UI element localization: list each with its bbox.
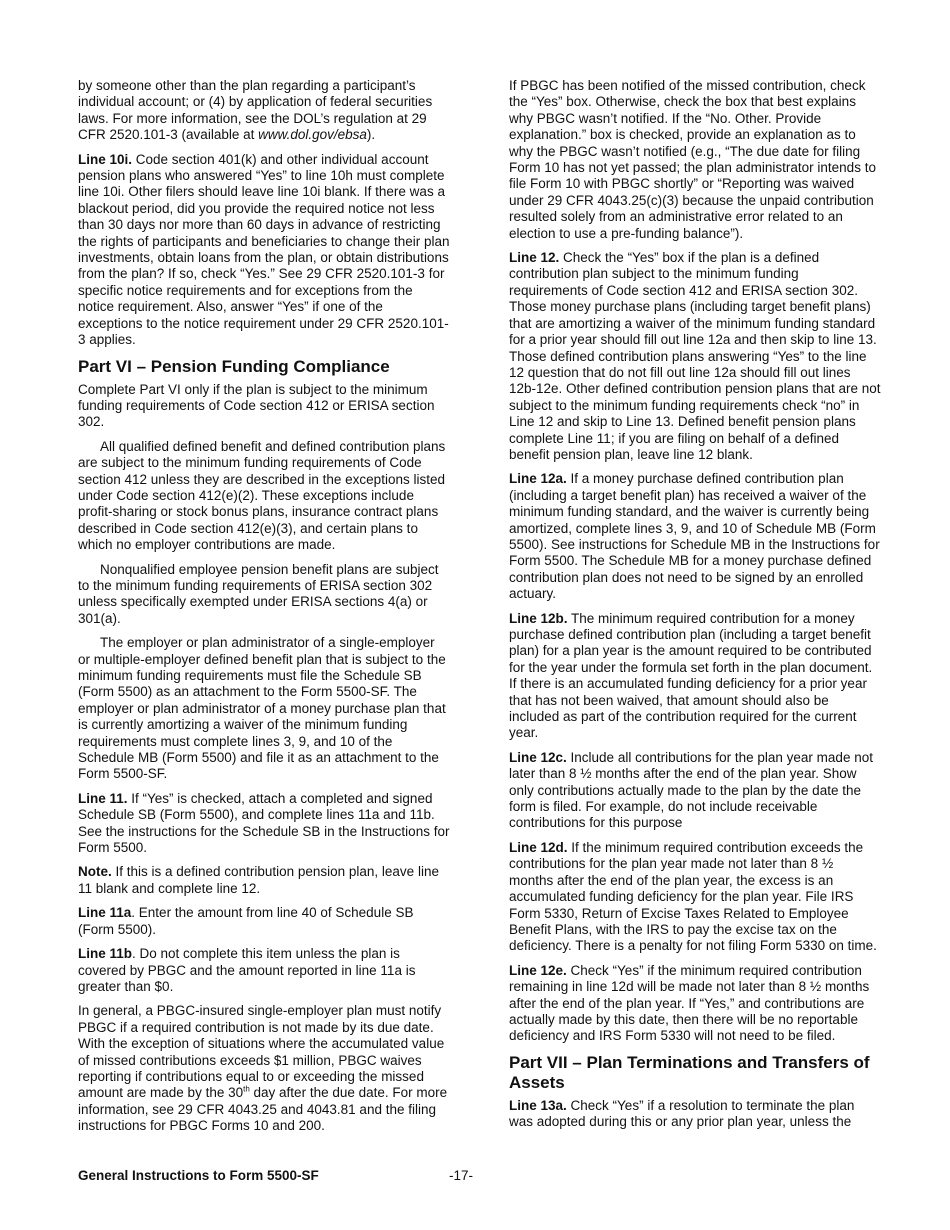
line-12e-label: Line 12e.	[509, 962, 567, 978]
line-11b-label: Line 11b	[78, 946, 133, 962]
part-vi-paragraph-2: All qualified defined benefit and defined contribution plans are subject to the minimum funding requirements of Code section 412 unless they are described in the exceptions listed under Code section 412(e)(2). These exceptions include profit-sharing or stock bonus plans, insurance contract plans described in Code section 412(e)(3), and certain plans to which no employer contributions are made.	[78, 438, 446, 553]
line-12e-paragraph: Line 12e. Check “Yes” if the minimum required contribution remaining in line 12d will be made not later than 8 ½ months after the end of the plan year. If “Yes,” and contributions are actually made by this date, then there will be no reportable deficiency and IRS Form 5330 will not need to be filed.	[509, 962, 870, 1044]
line-10i-label: Line 10i.	[78, 151, 133, 167]
line-12a-paragraph: Line 12a. If a money purchase defined contribution plan (including a target benefit plan) has received a waiver of the minimum funding standard, and the waiver is currently being amortized, complete lines 3, 9, and 10 of Schedule MB (Form 5500). See instructions for Schedule MB in the Instructions for Form 5500. The Schedule MB for a money purchase defined contribution plan does not need to be signed by an enrolled actuary.	[509, 471, 880, 602]
part-vi-heading: Part VI – Pension Funding Compliance	[78, 356, 390, 376]
footer-title: General Instructions to Form 5500-SF	[78, 1168, 319, 1183]
pbgc-notification-paragraph: If PBGC has been notified of the missed contribution, check the “Yes” box. Otherwise, check the box that best explains why PBGC wasn’t notified. If the “No. Other. Provide explanation.” box is checked, provide an explanation as to why the PBGC wasn’t notified (e.g., “The due date for filing Form 10 has not yet passed; the plan administrator intends to file Form 10 with PBGC shortly” or “Reporting was waived under 29 CFR 4043.25(c)(3) because the unpaid contribution resulted solely from an administrative error related to an election to use a pre-funding balance”).	[509, 78, 876, 241]
note-label: Note.	[78, 864, 112, 880]
dol-url: www.dol.gov/ebsa	[258, 127, 367, 143]
line-12b-label: Line 12b.	[509, 610, 568, 626]
right-column	[509, 78, 881, 1139]
line-12c-label: Line 12c.	[509, 749, 567, 765]
line-11a-label: Line 11a	[78, 905, 132, 921]
line-12c-paragraph: Line 12c. Include all contributions for the plan year made not later than 8 ½ months after the end of the plan year. Show only contributions actually made to the plan by the date the form is filed. For example, do not include receivable contributions for this purpose	[509, 749, 873, 831]
line-10i-paragraph: Line 10i. Code section 401(k) and other individual account pension plans who answered “Yes” to line 10h must complete line 10i. Other filers should leave line 10i blank. If there was a blackout period, did you provide the required notice not less than 30 days nor more than 60 days in advance of restricting the rights of participants and beneficiaries to change their plan investments, obtain loans from the plan, or obtain distributions from the plan? If so, check “Yes.” See 29 CFR 2520.101-3 for specific notice requirements and for exceptions from the notice requirement. Also, answer “Yes” if one of the exceptions to the notice requirement under 29 CFR 2520.101-3 applies.	[78, 151, 450, 348]
line-13a-label: Line 13a.	[509, 1097, 567, 1113]
line-11a-paragraph: Line 11a. Enter the amount from line 40 of Schedule SB (Form 5500).	[78, 905, 414, 937]
line-12d-paragraph: Line 12d. If the minimum required contribution exceeds the contributions for the plan year made not later than 8 ½ months after the end of the plan year, the excess is an accumulated funding deficiency for the plan year. File IRS Form 5330, Return of Excise Taxes Related to Employee Benefit Plans, with the IRS to pay the excise tax on the deficiency. There is a penalty for not filing Form 5330 on time.	[509, 839, 877, 954]
left-column	[78, 78, 450, 1143]
line-13a-paragraph: Line 13a. Check “Yes” if a resolution to terminate the plan was adopted during this or any prior plan year, unless the	[509, 1097, 855, 1130]
line-12-label: Line 12.	[509, 250, 560, 266]
part-vii-heading: Part VII – Plan Terminations and Transfers of Assets	[509, 1052, 870, 1092]
line-12a-label: Line 12a.	[509, 471, 567, 487]
continued-paragraph: by someone other than the plan regarding a participant’s individual account; or (4) by application of federal securities laws. For more information, see the DOL’s regulation at 29 CFR 2520.101-3 (available at www.dol.gov/ebsa).	[78, 78, 433, 143]
page-number: -17-	[449, 1168, 474, 1183]
pbgc-general-paragraph: In general, a PBGC-insured single-employer plan must notify PBGC if a required contribution is not made by its due date. With the exception of situations where the accumulated value of missed contributions exceeds $1 million, PBGC waives reporting if contributions equal to or exceeding the missed amount are made by the 30th day after the due date. For more information, see 29 CFR 4043.25 and 4043.81 and the filing instructions for PBGC Forms 10 and 200.	[78, 1003, 448, 1134]
line-12b-paragraph: Line 12b. The minimum required contribution for a money purchase defined contribution plan (including a target benefit plan) for a plan year is the amount required to be contributed for the year under the formula set forth in the plan document. If there is an accumulated funding deficiency for a prior year that has not been waived, that amount should also be included as part of the contribution required for the current year.	[509, 610, 873, 741]
line-11b-paragraph: Line 11b. Do not complete this item unless the plan is covered by PBGC and the amount reported in line 11a is greater than $0.	[78, 946, 416, 994]
part-vi-paragraph-4: The employer or plan administrator of a single-employer or multiple-employer defined benefit plan that is subject to the minimum funding requirements must file the Schedule SB (Form 5500) as an attachment to the Form 5500-SF. The employer or plan administrator of a money purchase plan that is currently amortizing a waiver of the minimum funding requirements must complete lines 3, 9, and 10 of the Schedule MB (Form 5500) and file it as an attachment to the Form 5500-SF.	[78, 635, 446, 782]
part-vi-intro: Complete Part VI only if the plan is subject to the minimum funding requirements of Code section 412 or ERISA section 302.	[78, 381, 435, 430]
note-paragraph: Note. If this is a defined contribution pension plan, leave line 11 blank and complete line 12.	[78, 864, 439, 896]
line-12-paragraph: Line 12. Check the “Yes” box if the plan is a defined contribution plan subject to the minimum funding requirements of Code section 412 and ERISA section 302. Those money purchase plans (including target benefit plans) that are amortizing a waiver of the minimum funding standard for a prior year should fill out line 12a and then skip to line 13. Those defined contribution plans answering “Yes” to the line 12 question that do not fill out line 12a should fill out lines 12b-12e. Other defined contribution pension plans that are not subject to the minimum funding requirements check “no” in Line 12 and skip to Line 13. Defined benefit pension plans complete Line 11; if you are filing on behalf of a defined benefit pension plan, leave line 12 blank.	[509, 250, 881, 462]
line-12d-label: Line 12d.	[509, 839, 568, 855]
part-vi-paragraph-3: Nonqualified employee pension benefit plans are subject to the minimum funding requirements of ERISA section 302 unless specifically exempted under ERISA sections 4(a) or 301(a).	[78, 561, 439, 626]
line-11-paragraph: Line 11. If “Yes” is checked, attach a completed and signed Schedule SB (Form 5500), and complete lines 11a and 11b. See the instructions for the Schedule SB in the Instructions for Form 5500.	[78, 790, 450, 856]
line-11-label: Line 11.	[78, 790, 128, 806]
